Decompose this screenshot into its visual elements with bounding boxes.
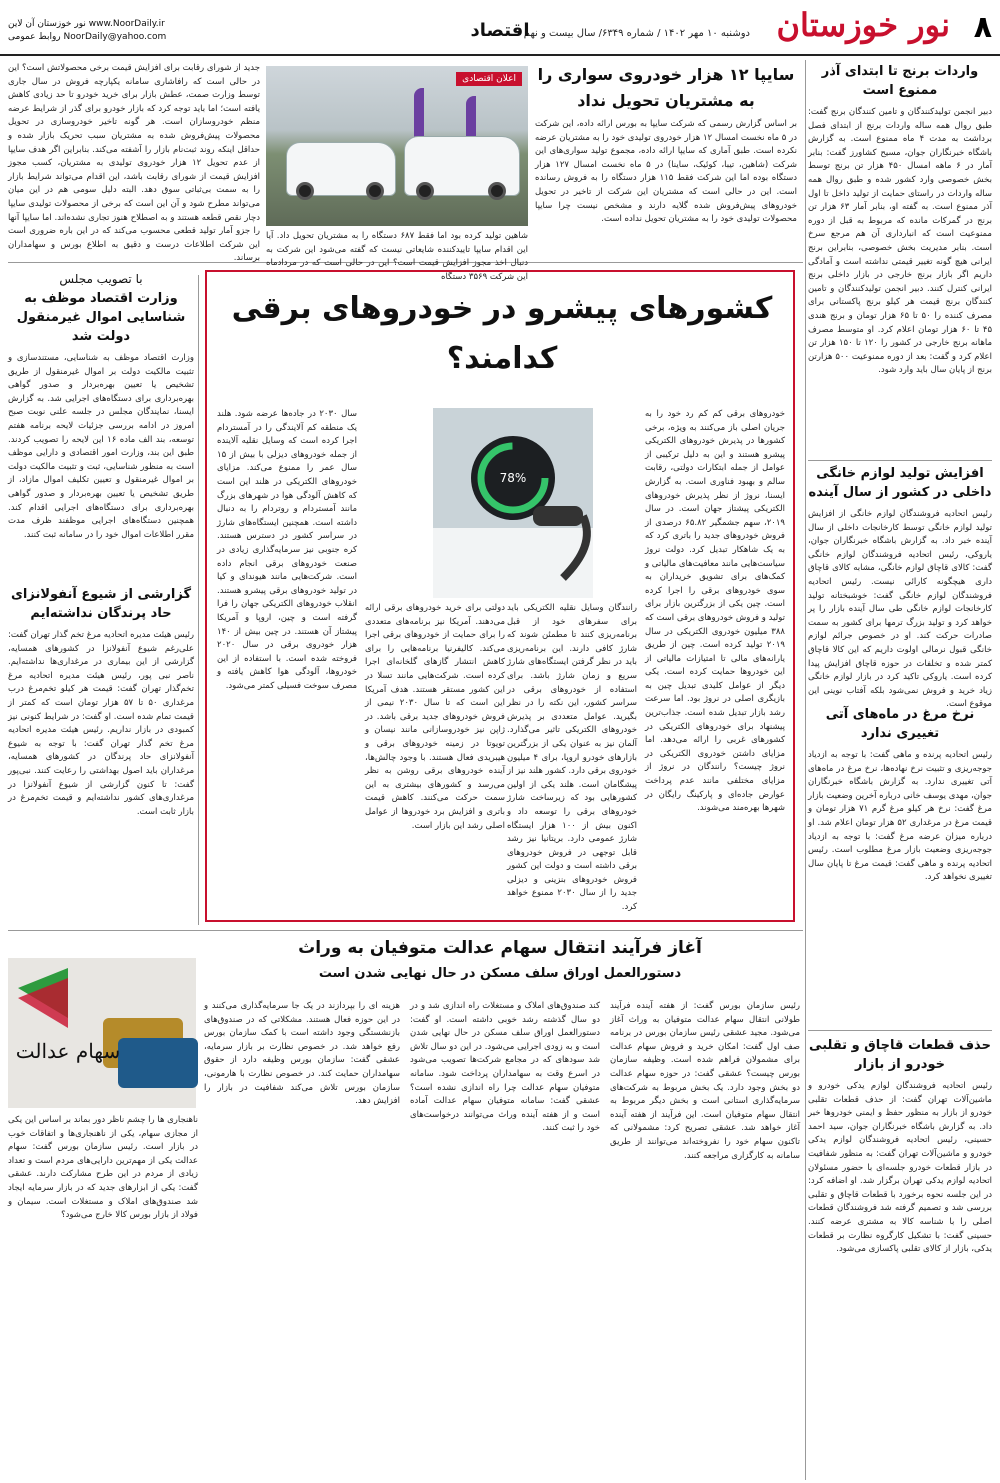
flu-article [8, 585, 194, 925]
appliances-headline: افزایش تولید لوازم خانگی داخلی در کشور از سال آینده [808, 466, 992, 500]
wheel [296, 182, 314, 200]
photo-tag: اعلان اقتصادی [456, 72, 522, 86]
rice-body: دبیر انجمن تولیدکنندگان و تامین کنندگان برنج گفت: طبق روال همه ساله واردات برنج از ابتدای فصل برداشت به مدت ۴ ماه ممنوع است. به گزارش باشگاه خبرنگاران جوان، مسیح کشاورز گفت: بنابر آمار در ۶ ماهه امسال ۴۵۰ هزار تن برنج توسط بخش خصوصی وارد کشور شده و طبق روال همه ساله واردات در راستای حمایت از تولید داخل تا اول آذر ممنوع است. به گفته او، بنابر آمار ۶۳ هزار تن برنج در گمرکات مانده که مربوط به قبل از دوره ممنوعیت است که انبارداری آن هم مرجع سرخ است. بنابر مدیریت بخش خصوصی، بنابراین برنج ایرانی هیچ گونه تغییر قیمتی نداشته است و آمادگی داریم اگر بازار برنج خارجی در بازار داخلی برنج ایرانی کنترل کنند. دبیر انجمن تولیدکنندگان و تامین کنندگان برنج قیمت هر کیلو برنج پاکستانی برای مصرف کننده را ۵۰ تا ۶۵ هزار تومان و برنج هندی ۴۵ تا ۶۰ هزار تومان اعلام کرد. او متوسط مصرف ماهانه برنج خارجی در کشور را ۱۲۰ تا ۱۵۰ هزار تن اعلام کرد و گفت: بعد از دوره ممنوعیت ۵۰۰ هزارتن برنج از پایان سال باید وارد شود. [808, 107, 993, 376]
row-divider [808, 1030, 992, 1031]
saipa-cars-photo [266, 66, 528, 226]
ev-charger-illustration [433, 408, 593, 598]
newspaper-logo: نور خوزستان [776, 6, 950, 44]
ev-article-box [205, 270, 795, 922]
justice-col-4 [8, 1114, 198, 1478]
ministry-headline: وزارت اقتصاد موظف به شناسایی اموال غیرمنقول دولت شد [16, 291, 186, 344]
ministry-article [8, 270, 194, 570]
masthead [0, 0, 1000, 56]
ev-body-3: دولتی برای خرید خودروهای برقی ارائه می‌دهند. آمریکا نیز برنامه‌های متعددی را برای حمایت از خودروهای برقی اجرا می‌کند. کالیفرنیا برنامه‌هایی را برای کاهش انتشار گازهای گلخانه‌ای اجرا کرده است. شرکت‌هایی مانند تسلا در این کشور مستقر هستند. هدف آمریکا این است که تا سال ۲۰۳۰ نیمی از فروش خودروهای جدید برقی باشد. در ژاپن نیز خودروسازانی مانند نیسان و تویوتا در زمینه خودروهای برقی و هیبریدی فعال هستند. با وجود چالش‌ها، آینده خودروهای برقی روشن به نظر می‌رسد و کشورهای بیشتری به این سمت حرکت می‌کنند. کاهش قیمت باتری و افزایش برد خودروها از عوامل اصلی رشد این بازار است. [365, 603, 506, 831]
ministry-body: وزارت اقتصاد موظف به شناسایی، مستندسازی و تثبیت مالکیت دولت بر اموال غیرمنقول از طریق تشخیص یا تعیین بهره‌بردار و صدور گواهی بهره‌برداری برای دستگاه‌های اجرایی شد. به گزارش ایسنا، نمایندگان مجلس در جلسه علنی نوبت صبح امروز در ادامه بررسی جزئیات لایحه برنامه هفتم توسعه، بند الف ماده ۱۶ این لایحه را تصویب کردند. طبق این بند، وزارت امور اقتصادی و دارایی موظف است به منظور شناسایی، ثبت و تثبیت مالکیت دولت بر اموال غیرمنقول و تعیین تکلیف اموال مازاد، از طریق تشخیص یا تعیین بهره‌بردار و صدور گواهی بهره‌برداری برای دستگاه‌های اجرایی اقدام کند. همچنین دستگاه‌های اجرایی موظفند ظرف مدت مقرر اطلاعات اموال خود را در سامانه ثبت کنند. [8, 353, 194, 540]
ev-col-4 [217, 408, 357, 908]
appliances-body: رئیس اتحادیه فروشندگان لوازم خانگی از افزایش تولید لوازم خانگی توسط کارخانجات داخلی از سال آینده خبر داد. به گزارش باشگاه خبرنگاران جوان، یاروکی، رئیس اتحادیه فروشندگان لوازم خانگی گفت: کالای قاچاق لوازم خانگی، مشابه کالای قاچاق داری هیچگونه کارائی نیست. رئیس اتحادیه فروشندگان لوازم خانگی گفت: خوشبختانه تولید کارخانجات لوازم خانگی طی سال آینده بازار را پر خواهد کرد و تولید بزرگ ترمها برای کشور به سمت صادرات حرکت کند. او در خصوص جرائم لوازم خانگی قبول نرمالی اولوت داریم که این کالا قاچاق کمتر شده و تخلفات در حوزه قاچاق افزایش پیدا کرده است. یاروکی تاکید کرد در بازار لوازم خانگی زیاد خرید و فروش نمی‌شود بلکه آفتاب نوینی این موقوع است. [808, 509, 992, 710]
ev-col-3 [365, 602, 505, 908]
smuggled-headline: حذف قطعات قاچاق و تقلبی خودرو از بازار [809, 1038, 991, 1072]
justice-body-4: ناهنجاری ها را چشم ناظر دور بماند بر اساس این یکی از مجازی سهام، یکی از ناهنجاری‌ها و اتفاقات خوب در بازار است. رئیس سازمان بورس گفت: سهام عدالت یکی از مهم‌ترین دارایی‌های مردم است و تعداد زیادی از مردم در این طرح مشارکت دارند. عشقی گفت: یکی از ابزارهای جدید که در بازار سرمایه ایجاد شد صندوق‌های املاک و مستغلات است. سیمان و فولاد از بازار بورس کالا خارج می‌شود؟ [8, 1115, 198, 1221]
ev-body-4: سال ۲۰۳۰ در جاده‌ها عرضه شود. هلند یک منطقه کم آلایندگی را در آمستردام اجرا کرده است که وسایل نقلیه آلاینده از جمله خودروهای دیزلی با بیش از ۱۵ سال عمر را ممنوع می‌کند. مزایای خودروهای الکتریکی در هلند این است که کاهش آلودگی هوا در شهرهای بزرگ مانند آمستردام و روتردام را به دنبال داشته است. همچنین ایستگاه‌های شارژ در سراسر کشور در دسترس هستند. کره جنوبی نیز سرمایه‌گذاری زیادی در صنعت خودروهای برقی انجام داده است. شرکت‌هایی مانند هیوندای و کیا در تولید خودروهای برقی پیشرو هستند. انقلاب خودروهای الکتریکی جهان را فرا گرفته است و چین، اروپا و آمریکا پیشتاز آن هستند. در چین بیش از ۱۴۰ هزار خودروی برقی در سال ۲۰۲۰ فروخته شده است. با استفاده از این خودروها، آلودگی هوا کاهش یافته و مصرف سوخت فسیلی کمتر می‌شود. [217, 409, 358, 691]
section-title: اقتصاد [470, 20, 530, 41]
ev-headline: کشورهای پیشرو در خودروهای برقی کدامند؟ [231, 291, 773, 376]
saipa-continued [8, 62, 261, 264]
justice-card-illustration [8, 958, 196, 1108]
saipa-headline-1: سایپا ۱۲ هزار خودروی سواری را [537, 65, 795, 84]
justice-col-3 [204, 1000, 400, 1478]
ev-col-2 [507, 602, 638, 913]
ministry-kicker: با تصویب مجلس [59, 272, 143, 286]
justice-col-2 [410, 1000, 600, 1478]
flu-body: رئیس هیئت مدیره اتحادیه مرغ تخم گذار تهران گفت: علی‌رغم شیوع آنفولانزا در کشورهای همسایه، گزارشی از این بیماری در مرغداری‌ها نداشته‌ایم. ناصر نبی پور، رئیس هیئت مدیره اتحادیه مرغ تخم‌گذار تهران گفت: قیمت هر کیلو تخم‌مرغ درب مرغداری ۵۰ تا ۵۷ هزار تومان است که کمتر از قیمت تمام شده است. او گفت: در شرایط کنونی نیز کمبودی در بازار نداریم. رئیس هیئت مدیره اتحادیه مرغ تخم گذار تهران گفت: با توجه به شیوع آنفولانزای حاد پرندگان در کشورهای همسایه، مرغداران باید اصول بهداشتی را رعایت کنند. نبی‌پور گفت: تا کنون گزارشی از شیوع آنفولانزا در مرغداری‌های کشور نداشته‌ایم و قیمت تخم‌مرغ در بازار ثابت است. [8, 630, 194, 817]
justice-body-3: هزینه ای را بپردازند در یک جا سرمایه‌گذاری می‌کنند و در این حوزه فعال هستند. مشکلاتی که در صندوق‌های بازنشستگی وجود داشته است با کمک سازمان بورس رفع خواهد شد. در خصوص نظارت بر بازار سرمایه، عشقی گفت: سازمان بورس وظیفه دارد از حقوق سهامداران حمایت کند. در خصوص نظارت با هارمونی، سازمان بورس تلاش می‌کند شفافیت در بازار را افزایش دهد. [204, 1001, 400, 1107]
saipa-body-left: جدید از شورای رقابت برای افزایش قیمت برخی محصولاتش است؟ این در حالی است که رافاشاری سامانه یکپارچه فروش در سال جاری توسط وزارت صمت، عطش بازار برای خرید خودرو تا حد زیادی کاهش یافته است؛ اما باید توجه کرد که بازار خودرو برای گذر از شرایط عرضه منظم خودروسازان است. هر گونه تاخیر خودروسازی در تحویل محصولات پیش‌فروش شده به مشتریان سبب تحریک بازار شده و حداقل اینکه روند ثبت‌نام بازار را آشفته می‌کند. بنابراین اگر هدف سایپا از عدم تحویل ۱۲ هزار خودروی تولیدی به مشتریان، کسب مجوز افزایش قیمت از شورای رقابت باشد، این اقدام می‌تواند شرایط بازار را به سمت بی‌ثباتی سوق دهد. البته دلیل سومی هم در این میان می‌تواند مطرح شود و آن این است که برخی از محصولات تولیدی سایپا دچار نقص قطعه هستند و به اصطلاح هنوز تجاری نشده‌اند. اما سایپا آنها را جزو آمار تولید قطعی محسوب می‌کند که در این باره ضروری است این شرکت اطلاعات درست و دقیق به اطلاع بورس و سهامداران برساند. [8, 63, 261, 264]
row-divider [8, 930, 803, 931]
justice-header [200, 934, 800, 994]
svg-text:78%: 78% [499, 471, 527, 485]
smuggled-parts-article [808, 1036, 992, 1476]
saipa-headline-2: به مشتریان تحویل نداد [577, 91, 755, 110]
chicken-article [808, 705, 992, 1025]
column-divider [198, 275, 199, 925]
justice-headline: آغاز فرآیند انتقال سهام عدالت متوفیان به وراث [298, 938, 702, 958]
rice-headline: واردات برنج تا ابتدای آذر ممنوع است [821, 64, 979, 98]
ev-body-1: خودروهای برقی کم کم رد خود را به جریان اصلی باز می‌کنند به ویژه، برخی کشورها در پذیرش خودروهای الکتریکی پیشرو هستند و این به دلیل ترکیبی از عوامل از جمله ابتکارات دولتی، رقابت سالم و بهبود فناوری است. به گزارش ایسنا، نروژ از نظر پذیرش خودروهای الکتریکی پیشتاز جهان است. در سال ۲۰۱۹، سهم جشمگیر ۶۵.۸۲ درصدی از فروش خودروهای جدید را باتری کرد که به یک شاهکار تبدیل کرد. دولت نروژ سیاست‌هایی مانند معافیت‌های مالیاتی و کمک‌های برای تشویق خریداران به سوی خودروهای برقی را اجرا کرده است. چین یکی از بزرگترین بازار برای تولید و فروش خودروهای برقی است که ۳۸۸ میلیون خودروی الکتریکی در سال ۲۰۱۹ تولید کرده است. چین از طریق یارانه‌های مالی تا امتیازات مالیاتی از این خودروها حمایت کرده است. یکی دیگر از عوامل کلیدی تبدیل چین به بازیگری اصلی در نروژ بود. اما سرعت رشد بازار تبدیل شده است. جذاب‌ترین پیشنهاد برای خودروهای الکتریکی در کشورهای غربی را ارائه می‌دهد. اما مزایای داشتن خودروی الکتریکی در نروژ چیست؟ رانندگان در نروژ از مزایای مختلفی مانند عدم پرداخت عوارض جاده‌ای و پارکینگ رایگان در شهرها بهره‌مند می‌شوند. [645, 409, 785, 814]
saipa-body-caption: شاهین تولید کرده بود اما فقط ۶۸۷ دستگاه را به مشتریان تحویل داد. آیا این اقدام سایپا تاییدکننده شایعاتی نیست که گفته می‌شود این شرکت به دنبال اخذ مجوز افزایش قیمت است؟ این در حالی است که در مردادماه این شرکت ۳۵۶۹ دستگاه [266, 231, 528, 282]
saipa-article [535, 62, 797, 260]
smuggled-body: رئیس اتحادیه فروشندگان لوازم یدکی خودرو و ماشین‌آلات تهران گفت: از حذف قطعات تقلبی خودرو از بازار به منظور حفظ و ایمنی خودروها خبر داد. به گزارش باشگاه خبرنگاران جوان، سید احمد حسینی، رئیس اتحادیه فروشندگان لوازم یدکی خودرو و ماشین‌آلات تهران گفت: به منظور شفافیت در بازار قطعات خودرو جلسه‌ای با حضور مسئولان اتحادیه لوازم یدکی تهران برگزار شد. او اضافه کرد: در این جلسه نحوه برخورد با قطعات قاچاق و تقلبی بررسی شد و تصمیم گرفته شد فروشندگان قطعات اصلی را با شناسه کالا به مشتری عرضه کنند. حسینی گفت: با تشکیل کارگروه نظارت بر قطعات یدکی، بازار از کالای تقلبی پاکسازی می‌شود. [808, 1081, 992, 1255]
contact-info [8, 18, 166, 44]
chicken-headline: نرخ مرغ در ماه‌های آتی تغییری ندارد [825, 707, 975, 741]
contact-website[interactable]: نور خوزستان آن لاین www.NoorDaily.ir [8, 19, 165, 29]
ev-charging-photo [433, 408, 593, 598]
justice-subtitle: دستورالعمل اوراق سلف مسکن در حال نهایی شدن است [318, 966, 682, 981]
justice-body-2: کند صندوق‌های املاک و مستغلات راه اندازی شد و در دو سال گذشته رشد خوبی داشته است. او گفت: دستورالعمل اوراق سلف مسکن در حال نهایی شدن است و به زودی اجرایی می‌شود. در این دو سال تلاش شد سودهای که در مجامع شرکت‌ها تصویب می‌شود در اسرع وقت به سهامداران پرداخت شود. سامانه متوفیان سهام عدالت چرا راه اندازی نشده است؟ عشقی گفت: سامانه متوفیان سهام عدالت آماده است و از هفته آینده وراث می‌توانند درخواست‌های خود را ثبت کنند. [410, 1001, 600, 1134]
justice-image-text: سهام عدالت [15, 1039, 121, 1063]
ev-body-2: رانندگان وسایل نقلیه الکتریکی باید برای سفرهای خود از قبل برنامه‌ریزی کنند تا مطمئن شوند که شارژ کافی دارند. این برنامه‌ریزی باید در نظر گرفتن ایستگاه‌های شارژ سریع و زمان شارژ باشد. برای استفاده از خودروهای برقی در سراسر کشور، این نکته را در نظر بگیرید. عوامل متعددی بر پذیرش خودروهای الکتریکی تاثیر می‌گذارد. آلمان نیز به عنوان یکی از بزرگترین بازارهای خودرو اروپا، برای ۴ میلیون خودروی برقی دارد. کشور هلند نیز از پیشگامان است. هلند یکی از اولین کشورهایی بود که زیرساخت شارژ خودروهای برقی را توسعه داد و اکنون بیش از ۱۰۰ هزار ایستگاه شارژ عمومی دارد. بریتانیا نیز رشد قابل توجهی در فروش خودروهای برقی داشته است و دولت این کشور فروش خودروهای بنزینی و دیزلی جدید را از سال ۲۰۳۰ ممنوع خواهد کرد. [507, 603, 638, 913]
row-divider [808, 460, 992, 461]
column-divider [805, 60, 806, 1480]
wheel [488, 182, 506, 200]
contact-email[interactable]: روابط عمومی NoorDaily@yahoo.com [8, 32, 167, 42]
justice-col-1 [610, 1000, 800, 1478]
wheel [416, 182, 434, 200]
saipa-photo-caption [266, 230, 528, 282]
flu-headline: گزارشی از شیوع آنفولانزای حاد پرندگان نداشته‌ایم [10, 587, 192, 621]
appliances-article [808, 464, 992, 710]
page-number: ۸ [973, 10, 992, 45]
wheel [366, 182, 384, 200]
saipa-body-right: بر اساس گزارش رسمی که شرکت سایپا به بورس ارائه داده، این شرکت در ۵ ماه نخست امسال ۱۲ هزار خودروی تولیدی خود را به مشتریان عرضه نکرده است. طبق آماری که سایپا ارائه داده، مجموع تولید سواری‌های این شرکت (شاهین، تیبا، کوئیک، ساینا) در ۵ ماه نخست امسال ۱۲۷ هزار دستگاه بوده اما این شرکت فقط ۱۱۵ هزار دستگاه را به فروش رسانده است. این در حالی است که مشتریان این شرکت از تاخیر در تحویل خودروهای پیش‌فروش شده گلایه دارند و مشخص نیست چرا سایپا محصولات تولیدی خود را به مشتریان تحویل نداده است. [535, 119, 798, 225]
chicken-body: رئیس اتحادیه پرنده و ماهی گفت: با توجه به ازدیاد جوجه‌ریزی و تثبیت نرخ نهاده‌ها، نرخ مرغ در ماه‌های آتی تغییری ندارد. به گزارش باشگاه خبرنگاران جوان، مهدی یوسف خانی درباره آخرین وضعیت بازار مرغ گفت: نرخ هر کیلو مرغ گرم ۷۱ هزار تومان و قیمت مرغ در مرغداری ۵۲ هزار تومان اعلام شد. او درباره میزان عرضه مرغ گفت: با توجه به ازدیاد جوجه‌ریزی وضعیت بازار مرغ مطلوب است. رئیس اتحادیه پرنده و ماهی گفت: قیمت مرغ تا پایان سال تغییری نخواهد کرد. [808, 750, 993, 883]
ev-col-1 [645, 408, 785, 908]
justice-body-1: رئیس سازمان بورس گفت: از هفته آینده فرآیند طولانی انتقال سهام عدالت متوفیان به وراث آغاز می‌شود. مجید عشقی رئیس سازمان بورس در برنامه صف اول گفت: امکان خرید و فروش سهام عدالت برای مشمولان فراهم شده است. وظیفه سازمان بورس چیست؟ عشقی گفت: در حوزه سهام عدالت دو بخش وجود دارد. یک بخش مربوط به شرکت‌های سرمایه‌گذاری استانی است و بخش دیگر مربوط به انتقال سهام متوفیان است. این فرآیند از هفته آینده آغاز خواهد شد. عشقی تصریح کرد: مشمولانی که تاکنون سهام خود را نفروخته‌اند می‌توانند از طریق سامانه به کارگزاری مراجعه کنند. [610, 1001, 800, 1161]
justice-shares-photo [8, 958, 196, 1108]
issue-date: دوشنبه ۱۰ مهر ۱۴۰۲ / شماره ۶۳۴۹/ سال بیست و نهم [523, 28, 750, 39]
rice-article [808, 62, 992, 457]
